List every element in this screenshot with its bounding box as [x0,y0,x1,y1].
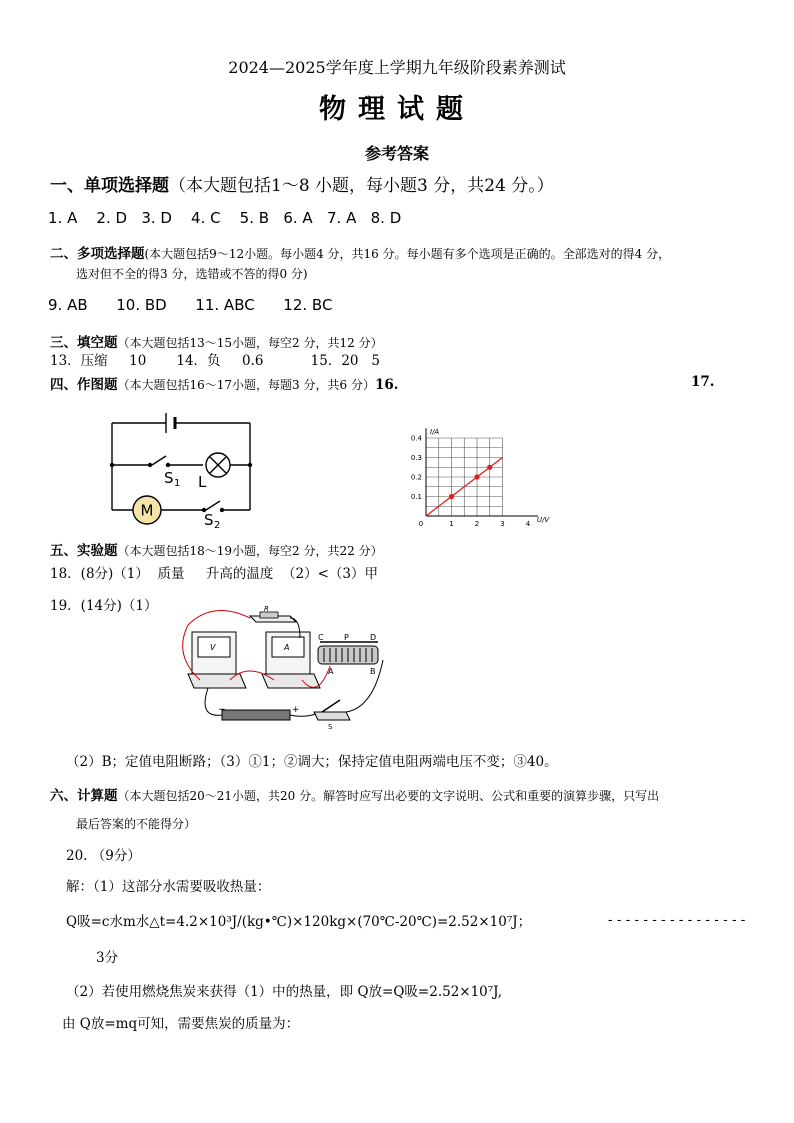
q20-dash-line: - - - - - - - - - - - - - - - - [608,912,746,928]
rheostat-c-label: C [318,633,324,642]
y-axis-label: I/A [430,428,440,437]
x-tick-label: 1 [449,520,454,528]
circuit-diagram [100,405,270,535]
section5-header [50,542,383,559]
section5-heading: 五、实验题 [50,543,118,559]
lamp-label: L [198,473,207,491]
x-tick-label: 4 [525,520,531,528]
section2-note-line2: 选对但不全的得3 分，选错或不答的得0 分) [76,267,308,281]
answer-key-subtitle: 参考答案 [364,144,429,163]
q18-answer: 18．(8分)（1） 质量 升高的温度 （2）<（3）甲 [50,566,379,582]
section4-note: （本大题包括16～17小题，每题3 分，共6 分） [117,378,375,392]
q20-part2-formula-intro: 由 Q放=mq可知，需要焦炭的质量为： [62,1016,300,1032]
q20-points: 3分 [96,950,119,966]
x-tick-label: 3 [500,520,505,528]
iu-graph [400,420,560,530]
s1-subscript: 1 [174,478,181,489]
q20-part2: （2）若使用燃烧焦炭来获得（1）中的热量，即 Q放=Q吸=2.52×10⁷J, [66,984,503,1000]
x-tick-label: 2 [474,520,480,528]
switch-s-label: S [328,723,333,730]
section3-note: （本大题包括13～15小题，每空2 分，共12 分） [117,336,383,350]
q16-label: 16. [374,377,399,393]
ammeter [262,632,320,688]
exam-title: 2024—2025学年度上学期九年级阶段素养测试 [228,58,566,77]
q20-formula: Q吸=c水m水△t=4.2×10³J/(kg•℃)×120kg×(70℃-20℃)=2.52×10⁷J； [66,914,532,930]
section6-header [50,787,659,804]
q19-label: 19．(14分)（1） [50,598,158,614]
section6-note-line1: （本大题包括20～21小题，共20 分。解答时应写出必要的文字说明、公式和重要的演算步骤，只写出 [117,789,660,803]
rheostat-p-label: P [344,633,349,642]
section6-heading: 六、计算题 [50,788,118,804]
q17-label: 17. [691,374,715,390]
section5-note: （本大题包括18～19小题，每空2 分，共22 分） [117,544,383,558]
switch-s2-blade [206,501,220,510]
motor-label: M [140,501,154,520]
battery-plus: + [292,705,300,715]
section3-header [50,334,383,351]
section1-answers: 1. A 2. D 3. D 4. C 5. B 6. A 7. A 8. D [48,209,402,227]
section2-header [50,245,670,262]
rheostat-d-label: D [370,633,377,642]
section6-note-line2: 最后答案的不能得分） [76,817,197,831]
section4-heading: 四、作图题 [50,377,118,393]
voltmeter [188,632,246,688]
rheostat [318,642,378,664]
switch-s1-blade [152,456,166,465]
q20-solution-intro: 解：（1）这部分水需要吸收热量： [66,879,271,895]
resistor-label: R [264,605,269,613]
section2-note-line1: (本大题包括9～12小题。每小题4 分，共16 分。每小题有多个选项是正确的。全部选对的得4 分， [144,247,671,261]
data-point [487,465,492,470]
voltmeter-label: V [210,643,216,652]
section2-heading: 二、多项选择题 [50,246,145,262]
section3-heading: 三、填空题 [50,335,118,351]
rheostat-a-label: A [328,667,334,676]
section3-answers: 13．压缩 10 14．负 0.6 15．20 5 [50,353,380,369]
apparatus-diagram [178,600,418,730]
y-tick-label: 0.3 [410,454,422,462]
battery-pack [222,710,290,720]
switch-s [314,712,350,720]
s2-label: S [204,511,214,529]
section1-heading: 一、单项选择题 [50,176,169,196]
resistor-r [260,612,278,618]
section1-header [50,178,554,195]
y-tick-label: 0.1 [410,493,422,501]
x-tick-label: 0 [418,520,424,528]
q20-label: 20. （9分） [66,848,141,864]
y-tick-label: 0.2 [410,473,422,482]
section2-answers: 9. AB 10. BD 11. ABC 12. BC [48,296,333,314]
q19-part2-answer: （2）B；定值电阻断路；（3）①1；②调大；保持定值电阻两端电压不变；③40。 [66,754,558,770]
rheostat-b-label: B [370,667,376,676]
x-axis-label: U/V [536,516,550,524]
data-point [474,474,479,479]
s1-label: S [164,469,174,487]
section4-header [50,376,398,393]
section1-note: （本大题包括1～8 小题，每小题3 分，共24 分。） [169,176,554,196]
y-tick-label: 0.4 [410,434,422,443]
ammeter-label: A [284,643,290,652]
battery-minus: − [218,705,226,715]
subject-title: 物理试题 [319,94,475,125]
s2-subscript: 2 [214,520,221,531]
data-point [449,494,454,499]
